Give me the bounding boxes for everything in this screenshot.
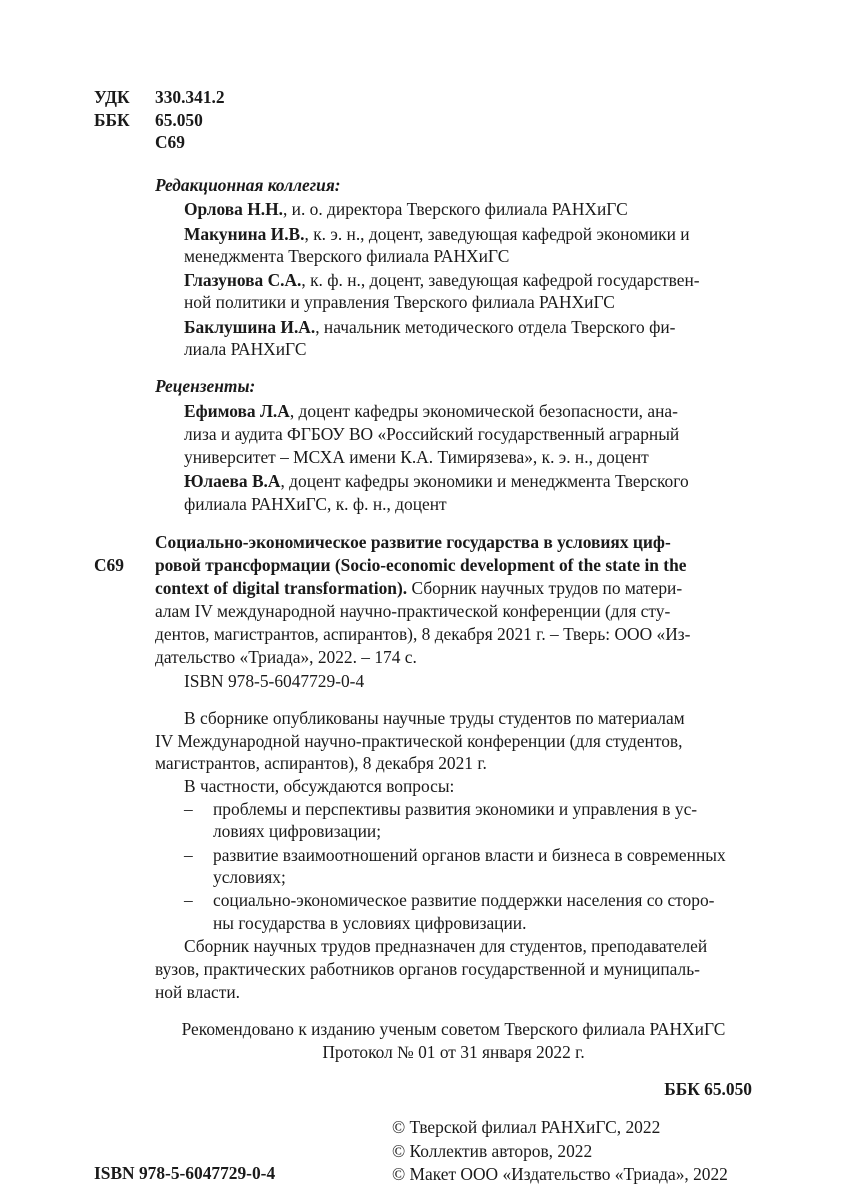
member-details: , и. о. директора Тверского филиала РАНХиГС: [282, 199, 628, 219]
annotation-text: вузов, практических работников органов государственной и муниципаль-: [155, 959, 700, 979]
annotation-text: ной власти.: [155, 982, 241, 1002]
copyright-line: © Тверской филиал РАНХиГС, 2022: [392, 1117, 661, 1137]
member-name: Макунина И.В.: [184, 224, 305, 244]
editorial-member: [184, 269, 700, 291]
bullet-dash: –: [184, 845, 193, 865]
member-details: , начальник методического отдела Тверского фи-: [315, 317, 676, 337]
entry-title-end: context of digital transformation).: [155, 578, 408, 598]
reviewer-details-cont: лиза и аудита ФГБОУ ВО «Российский государственный аграрный: [184, 424, 680, 444]
bullet-item-cont: ловиях цифровизации;: [213, 821, 382, 841]
bullet-dash: –: [184, 799, 193, 819]
editorial-board-heading: Редакционная коллегия:: [155, 175, 341, 195]
annotation-text: Сборник научных трудов предназначен для студентов, преподавателей: [184, 936, 708, 956]
entry-description: дентов, магистрантов, аспирантов), 8 декабря 2021 г. – Тверь: ООО «Из-: [155, 624, 691, 644]
bullet-item-cont: условиях;: [213, 867, 286, 887]
reviewer-name: Ефимова Л.А: [184, 401, 290, 421]
member-name: Глазунова С.А.: [184, 270, 302, 290]
author-mark: С69: [155, 132, 185, 152]
annotation-text: магистрантов, аспирантов), 8 декабря 2021 г.: [155, 753, 487, 773]
editorial-member: [184, 223, 690, 245]
udk-value: 330.341.2: [155, 87, 225, 107]
footer-isbn: ISBN 978-5-6047729-0-4: [94, 1163, 276, 1183]
entry-title-line: [155, 577, 682, 599]
entry-description: алам IV международной научно-практической конференции (для сту-: [155, 601, 671, 621]
editorial-member: [184, 198, 628, 220]
entry-title-line: Социально-экономическое развитие государства в условиях циф-: [155, 532, 671, 552]
reviewer-details: , доцент кафедры экономической безопасности, ана-: [289, 401, 678, 421]
bullet-dash: –: [184, 890, 193, 910]
reviewers-heading: Рецензенты:: [155, 376, 256, 396]
reviewer: [184, 400, 678, 422]
editorial-member: [184, 316, 675, 338]
copyright-line: © Коллектив авторов, 2022: [392, 1141, 593, 1161]
entry-isbn: ISBN 978-5-6047729-0-4: [184, 671, 365, 691]
bullet-item: развитие взаимоотношений органов власти и бизнеса в современных: [213, 845, 726, 865]
copyright-line: © Макет ООО «Издательство «Триада», 2022: [392, 1164, 728, 1184]
member-details-cont: лиала РАНХиГС: [184, 339, 307, 359]
member-details: , к. э. н., доцент, заведующая кафедрой экономики и: [304, 224, 690, 244]
bullet-item-cont: ны государства в условиях цифровизации.: [213, 913, 527, 933]
entry-side-mark: С69: [94, 555, 124, 575]
entry-description: дательство «Триада», 2022. – 174 с.: [155, 647, 417, 667]
reviewer-details-cont: филиала РАНХиГС, к. ф. н., доцент: [184, 494, 447, 514]
member-name: Орлова Н.Н.: [184, 199, 283, 219]
footer-bbk: ББК 65.050: [664, 1079, 752, 1099]
annotation-intro: В частности, обсуждаются вопросы:: [184, 776, 455, 796]
annotation-text: В сборнике опубликованы научные труды студентов по материалам: [184, 708, 685, 728]
member-details-cont: менеджмента Тверского филиала РАНХиГС: [184, 246, 510, 266]
member-details: , к. ф. н., доцент, заведующая кафедрой государствен-: [301, 270, 700, 290]
reviewer: [184, 470, 689, 492]
entry-title-line: ровой трансформации (Socio-economic development of the state in the: [155, 555, 687, 575]
recommendation: Рекомендовано к изданию ученым советом Тверского филиала РАНХиГС: [181, 1019, 726, 1039]
annotation-text: IV Международной научно-практической конференции (для студентов,: [155, 731, 683, 751]
member-name: Баклушина И.А.: [184, 317, 316, 337]
reviewer-details: , доцент кафедры экономики и менеджмента Тверского: [280, 471, 689, 491]
udk-label: УДК: [94, 87, 130, 107]
protocol: Протокол № 01 от 31 января 2022 г.: [322, 1042, 585, 1062]
entry-description: Сборник научных трудов по матери-: [407, 578, 683, 598]
bbk-label: ББК: [94, 110, 130, 130]
bullet-item: социально-экономическое развитие поддержки населения со сторо-: [213, 890, 715, 910]
reviewer-details-cont: университет – МСХА имени К.А. Тимирязева», к. э. н., доцент: [184, 447, 649, 467]
bbk-value: 65.050: [155, 110, 203, 130]
reviewer-name: Юлаева В.А: [184, 471, 281, 491]
bullet-item: проблемы и перспективы развития экономики и управления в ус-: [213, 799, 698, 819]
member-details-cont: ной политики и управления Тверского филиала РАНХиГС: [184, 292, 615, 312]
